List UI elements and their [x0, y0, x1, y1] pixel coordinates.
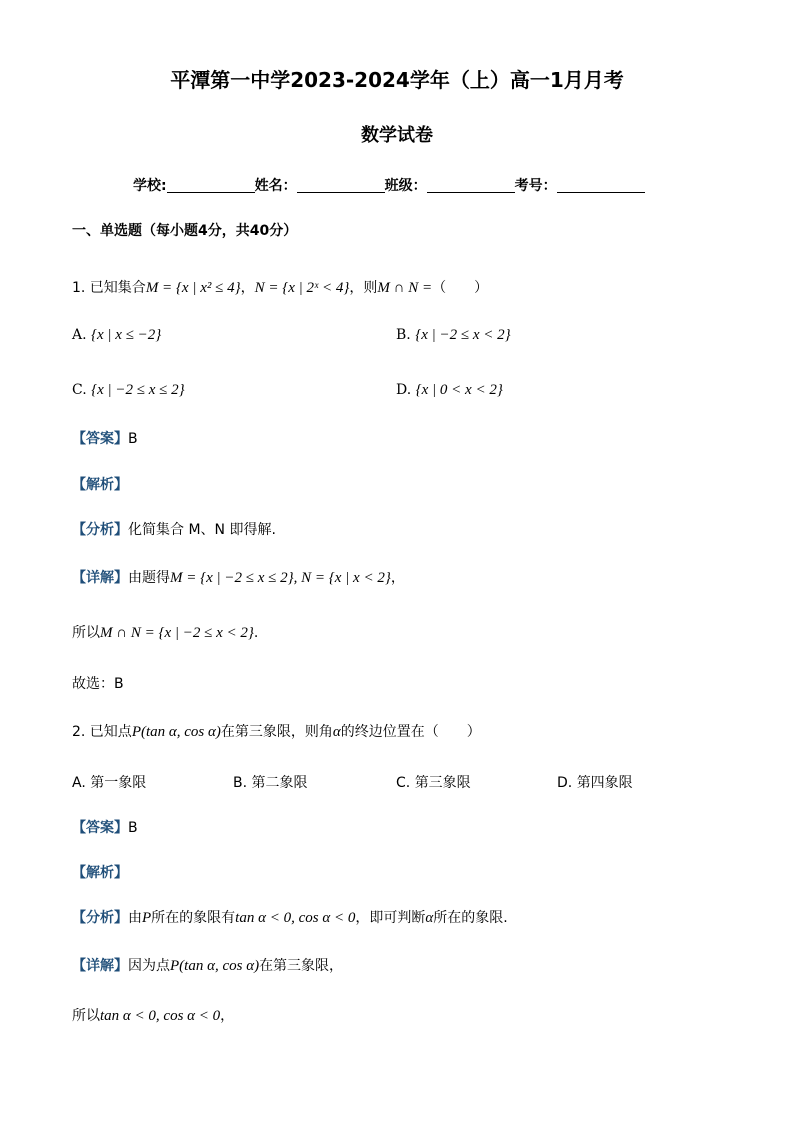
conclusion-end: . — [253, 625, 259, 641]
xiangjie-tag: 【详解】 — [72, 570, 128, 586]
class-blank[interactable] — [427, 176, 515, 193]
answer-tag: 【答案】 — [72, 431, 128, 447]
school-label: 学校: — [133, 178, 167, 194]
q1-analysis — [72, 475, 128, 495]
name-blank[interactable] — [297, 176, 385, 193]
analysis-tag: 【解析】 — [72, 477, 128, 493]
q1-set-m: M = {x | x² ≤ 4} — [145, 280, 241, 296]
q1-paren: （ ） — [432, 280, 489, 296]
option-label: B. — [396, 327, 411, 343]
q1-prefix: 1. 已知集合 — [72, 280, 146, 296]
q1-option-d — [396, 380, 503, 400]
xiangjie-pre: 因为点 — [128, 958, 170, 974]
conclusion-end: ， — [220, 1008, 235, 1024]
q2-option-a — [72, 773, 146, 793]
option-text: 第三象限 — [414, 775, 471, 791]
xiangjie-end: 在第三象限， — [259, 958, 344, 974]
answer-tag: 【答案】 — [72, 820, 128, 836]
q1-fenxi — [72, 520, 276, 540]
q2-option-d — [557, 773, 633, 793]
name-label: 姓名： — [254, 178, 297, 194]
question-2 — [72, 722, 481, 742]
exam-subtitle: 数学试卷 — [361, 125, 433, 146]
option-label: C. — [396, 775, 411, 791]
conclusion-pre: 所以 — [72, 1008, 100, 1024]
section-heading: 一、单选题（每小题4分，共40分） — [72, 223, 298, 239]
q1-conclusion — [72, 623, 258, 643]
fenxi-mid2: ，即可判断 — [355, 910, 426, 926]
exam-no-blank[interactable] — [557, 176, 645, 193]
option-text: 第二象限 — [251, 775, 308, 791]
fenxi-alpha: α — [425, 910, 434, 926]
q1-xiangjie — [72, 568, 405, 588]
q2-tail: 的终边位置在（ ） — [340, 724, 481, 740]
student-info-bar — [133, 176, 645, 196]
exam-no-label: 考号： — [514, 178, 557, 194]
q1-choice: 故选：B — [72, 676, 124, 692]
q1-option-c — [72, 380, 185, 400]
option-label: A. — [72, 775, 86, 791]
option-text: {x | 0 < x < 2} — [415, 382, 503, 398]
class-label: 班级： — [384, 178, 427, 194]
conclusion-expr: M ∩ N = {x | −2 ≤ x < 2} — [100, 625, 254, 641]
q2-conclusion — [72, 1006, 234, 1026]
q2-point: P(tan α, cos α) — [131, 724, 221, 740]
fenxi-pre: 由 — [128, 910, 142, 926]
q1-ask: ，则 — [349, 280, 378, 296]
option-text: 第四象限 — [576, 775, 633, 791]
xiangjie-pre: 由题得 — [128, 570, 170, 586]
q2-option-c — [396, 773, 471, 793]
question-1 — [72, 278, 488, 298]
option-label: B. — [233, 775, 248, 791]
q2-xiangjie — [72, 956, 343, 976]
option-text: 第一象限 — [90, 775, 147, 791]
q1-set-n: N = {x | 2ˣ < 4} — [254, 280, 350, 296]
fenxi-tag: 【分析】 — [72, 522, 128, 538]
q2-option-b — [233, 773, 308, 793]
answer-value: B — [128, 431, 138, 447]
fenxi-mid: 所在的象限有 — [151, 910, 236, 926]
q1-ask-expr: M ∩ N = — [377, 280, 433, 296]
q2-fenxi — [72, 908, 508, 928]
option-text: {x | x ≤ −2} — [91, 327, 162, 343]
q1-option-b — [396, 325, 511, 345]
q2-mid: 在第三象限，则角 — [220, 724, 333, 740]
q1-option-a — [72, 325, 161, 345]
fenxi-end: 所在的象限. — [433, 910, 508, 926]
option-text: {x | −2 ≤ x ≤ 2} — [91, 382, 185, 398]
xiangjie-tag: 【详解】 — [72, 958, 128, 974]
q2-alpha: α — [332, 724, 341, 740]
q2-prefix: 2. 已知点 — [72, 724, 132, 740]
conclusion-pre: 所以 — [72, 625, 100, 641]
q2-answer — [72, 818, 138, 838]
analysis-tag: 【解析】 — [72, 865, 128, 881]
option-label: D. — [557, 775, 573, 791]
answer-value: B — [128, 820, 138, 836]
option-label: A. — [72, 327, 87, 343]
option-label: D. — [396, 382, 412, 398]
xiangjie-end: ， — [390, 570, 405, 586]
fenxi-p: P — [142, 910, 152, 926]
fenxi-text: 化简集合 M、N 即得解. — [128, 522, 276, 538]
exam-title: 平潭第一中学2023-2024学年（上）高一1月月考 — [170, 68, 624, 92]
fenxi-expr: tan α < 0, cos α < 0 — [235, 910, 356, 926]
school-blank[interactable] — [167, 176, 255, 193]
option-label: C. — [72, 382, 87, 398]
conclusion-expr: tan α < 0, cos α < 0 — [100, 1008, 221, 1024]
q1-separator: ， — [240, 280, 255, 296]
q2-analysis — [72, 863, 128, 883]
xiangjie-expr: M = {x | −2 ≤ x ≤ 2}, N = {x | x < 2} — [170, 570, 391, 586]
q1-answer — [72, 429, 138, 449]
xiangjie-expr: P(tan α, cos α) — [170, 958, 260, 974]
fenxi-tag: 【分析】 — [72, 910, 128, 926]
option-text: {x | −2 ≤ x < 2} — [415, 327, 511, 343]
